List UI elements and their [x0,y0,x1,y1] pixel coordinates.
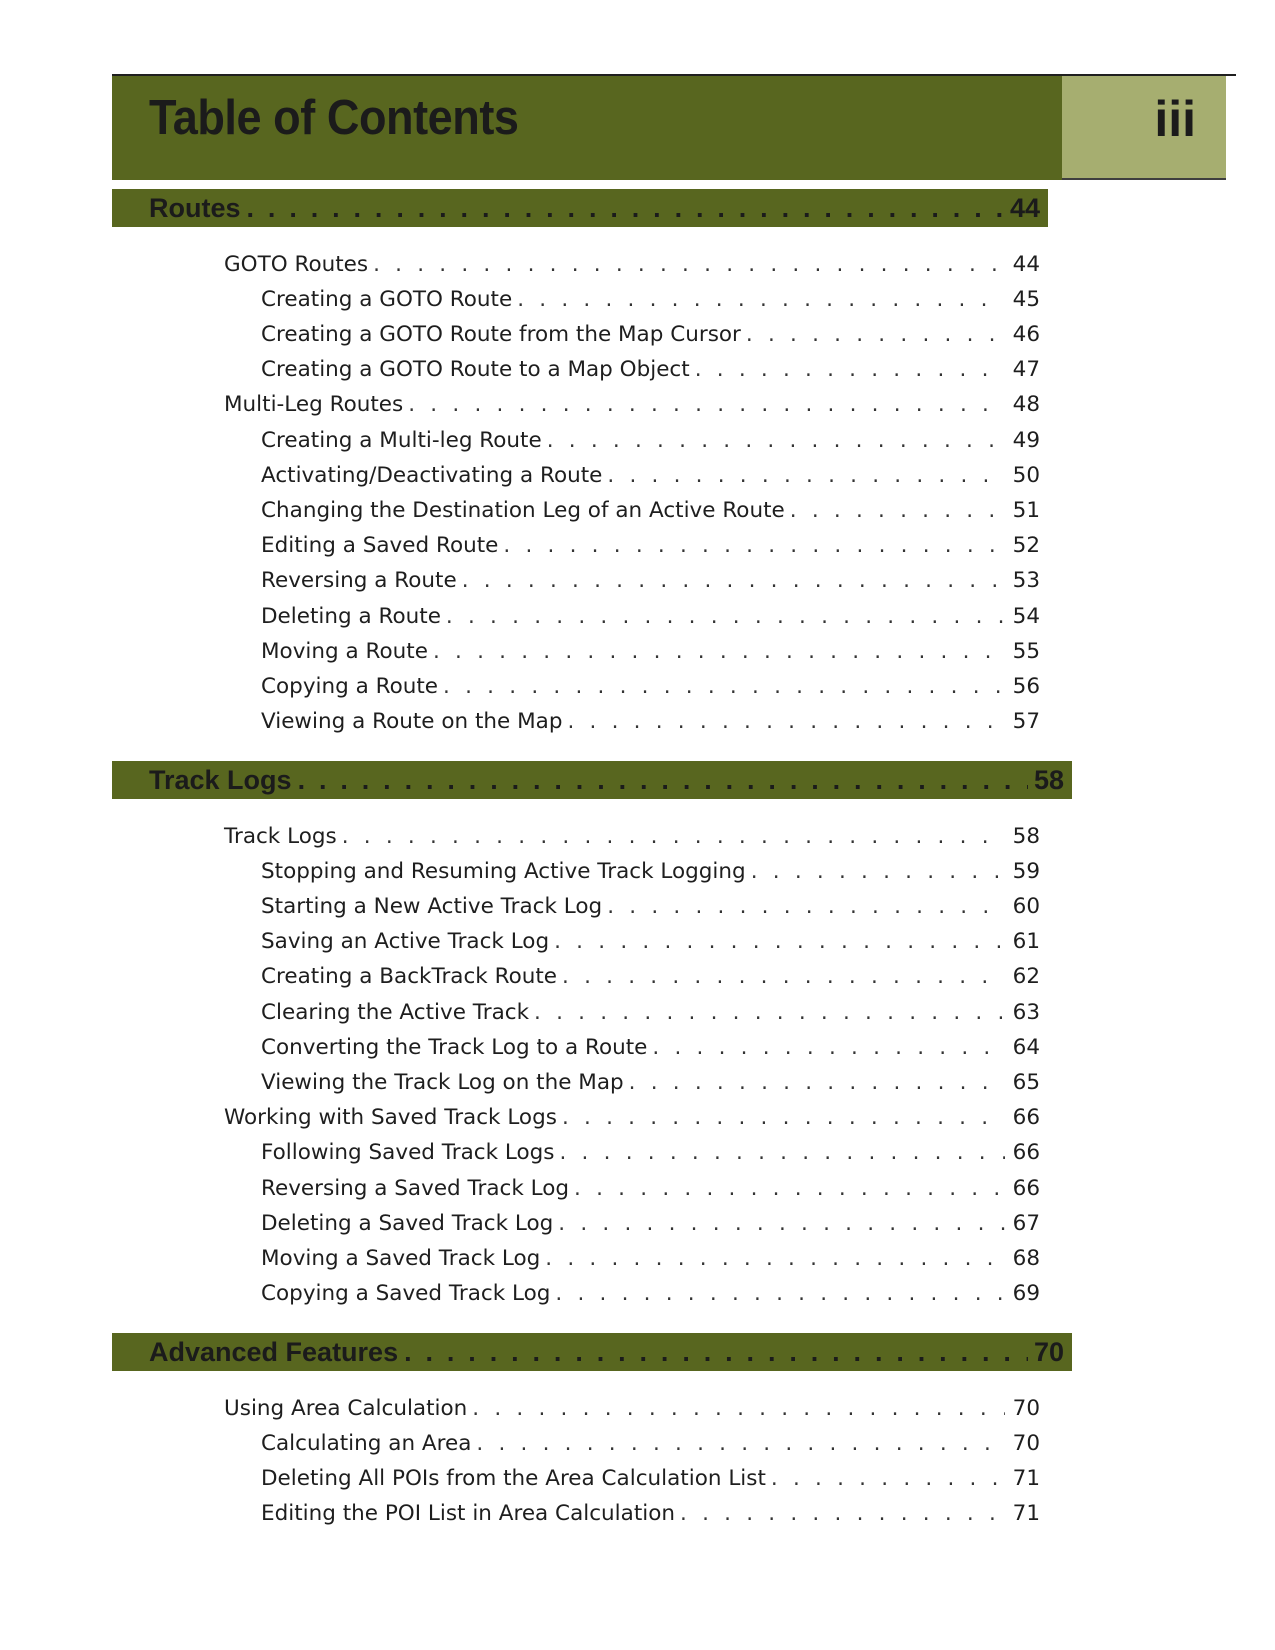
toc-entry-page: 44 [1012,251,1040,277]
toc-entry-page: 70 [1012,1395,1040,1421]
page-title: Table of Contents [149,91,519,145]
toc-entry[interactable] [0,353,1040,387]
toc-entry[interactable] [0,819,1040,853]
toc-entry[interactable] [0,458,1040,492]
toc-entry-page: 45 [1012,286,1040,312]
toc-entry[interactable] [0,1206,1040,1240]
toc-entry-label: Changing the Destination Leg of an Active Route [261,497,785,523]
dot-leader [404,1337,1028,1368]
toc-entry-page: 51 [1012,497,1040,523]
toc-entry[interactable] [0,925,1040,959]
toc-entry-page: 54 [1012,603,1040,629]
toc-entry-label: Copying a Route [261,673,439,699]
dot-leader [680,1501,1005,1526]
dot-leader [559,1140,1005,1165]
toc-entry-page: 46 [1012,321,1040,347]
toc-entry[interactable] [0,1426,1040,1460]
dot-leader [462,568,1005,593]
dot-leader [408,392,1005,417]
section-title: Track Logs [149,764,292,795]
toc-entry[interactable] [0,1461,1040,1495]
toc-entry[interactable] [0,1030,1040,1064]
toc-entry[interactable] [0,960,1040,994]
toc-entry-page: 58 [1012,823,1040,849]
page-number: iii [1154,91,1196,147]
toc-entry[interactable] [0,705,1040,739]
section-heading-routes[interactable] [112,189,1048,227]
section-title: Advanced Features [149,1336,399,1367]
dot-leader [652,1035,1005,1060]
toc-entry-page: 64 [1012,1034,1040,1060]
dot-leader [545,1246,1005,1271]
dot-leader [695,357,1005,382]
dot-leader [562,964,1005,989]
toc-entry-page: 66 [1012,1140,1040,1166]
dot-leader [342,824,1005,849]
toc-entry-label: Creating a GOTO Route to a Map Object [261,357,690,383]
toc-entry-page: 68 [1012,1245,1040,1271]
toc-entry-page: 52 [1012,533,1040,559]
toc-entry-page: 56 [1012,673,1040,699]
toc-entry-page: 66 [1012,1175,1040,1201]
toc-entry[interactable] [0,889,1040,923]
toc-entry-label: Clearing the Active Track [261,999,530,1025]
toc-entry[interactable] [0,1497,1040,1531]
toc-entry[interactable] [0,1101,1040,1135]
toc-entry[interactable] [0,634,1040,668]
toc-entry-page: 63 [1012,999,1040,1025]
toc-entry-page: 59 [1012,858,1040,884]
toc-entry-page: 60 [1012,893,1040,919]
toc-entry-label: Editing a Saved Route [261,533,499,559]
toc-entry-page: 66 [1012,1105,1040,1131]
toc-entry-label: Creating a Multi-leg Route [261,427,542,453]
toc-entry[interactable] [0,1391,1040,1425]
section-page: 58 [1033,764,1064,795]
section-page: 44 [1009,192,1040,223]
toc-entry-label: Viewing a Route on the Map [261,709,563,735]
toc-entry-label: Viewing the Track Log on the Map [261,1069,624,1095]
toc-entry-label: Deleting All POIs from the Area Calculation List [261,1465,766,1491]
toc-entry-label: Using Area Calculation [224,1395,468,1421]
toc-entry[interactable] [0,1136,1040,1170]
dot-leader [503,533,1005,558]
dot-leader [472,1396,1005,1421]
dot-leader [607,894,1005,919]
toc-entry[interactable] [0,669,1040,703]
dot-leader [534,1000,1005,1025]
toc-entry-label: Activating/Deactivating a Route [261,462,603,488]
toc-entry[interactable] [0,247,1040,281]
toc-entry[interactable] [0,1277,1040,1311]
toc-entry[interactable] [0,1065,1040,1099]
dot-leader [790,498,1005,523]
toc-entry-label: Reversing a Route [261,568,457,594]
toc-entry[interactable] [0,564,1040,598]
dot-leader [443,674,1005,699]
toc-entry-page: 47 [1012,357,1040,383]
toc-entry-label: Track Logs [224,823,337,849]
toc-entry-page: 67 [1012,1210,1040,1236]
toc-entry-label: Creating a GOTO Route from the Map Cursor [261,321,741,347]
dot-leader [607,463,1005,488]
dot-leader [547,428,1005,453]
toc-entry-page: 69 [1012,1281,1040,1307]
dot-leader [751,859,1005,884]
toc-entry-page: 65 [1012,1069,1040,1095]
toc-entry-page: 62 [1012,964,1040,990]
toc-entry-label: GOTO Routes [224,251,369,277]
dot-leader [771,1466,1005,1491]
dot-leader [562,1105,1005,1130]
dot-leader [554,929,1005,954]
toc-entry[interactable] [0,388,1040,422]
toc-entry[interactable] [0,493,1040,527]
toc-entry[interactable] [0,282,1040,316]
header-bar [112,76,1062,180]
dot-leader [373,252,1005,277]
toc-entry-label: Deleting a Route [261,603,441,629]
toc-entry-page: 50 [1012,462,1040,488]
toc-entry-label: Reversing a Saved Track Log [261,1175,570,1201]
toc-entry-label: Creating a BackTrack Route [261,964,558,990]
toc-entry-label: Converting the Track Log to a Route [261,1034,648,1060]
dot-leader [517,287,1005,312]
dot-leader [629,1070,1005,1095]
dot-leader [567,709,1005,734]
dot-leader [558,1211,1005,1236]
toc-entry-label: Stopping and Resuming Active Track Logging [261,858,746,884]
toc-entry[interactable] [0,317,1040,351]
toc-entry-label: Starting a New Active Track Log [261,893,603,919]
dot-leader [446,604,1005,629]
toc-entry[interactable] [0,1171,1040,1205]
dot-leader [433,639,1005,664]
header-divider [1062,178,1226,180]
toc-entry-page: 71 [1012,1501,1040,1527]
toc-entry[interactable] [0,1241,1040,1275]
toc-entry[interactable] [0,423,1040,457]
toc-entry-page: 49 [1012,427,1040,453]
toc-entry-label: Working with Saved Track Logs [224,1105,557,1131]
toc-entry-label: Saving an Active Track Log [261,929,550,955]
section-heading-track-logs[interactable] [112,761,1072,799]
dot-leader [298,765,1028,796]
toc-entry-label: Copying a Saved Track Log [261,1281,551,1307]
toc-entry-label: Moving a Route [261,638,428,664]
toc-entry-label: Following Saved Track Logs [261,1140,555,1166]
toc-entry-page: 53 [1012,568,1040,594]
toc-entry-page: 70 [1012,1430,1040,1456]
toc-entry[interactable] [0,529,1040,563]
toc-entry-page: 61 [1012,929,1040,955]
toc-entry-page: 57 [1012,709,1040,735]
toc-entry[interactable] [0,599,1040,633]
section-title: Routes [149,192,241,223]
toc-entry-page: 55 [1012,638,1040,664]
toc-entry-label: Multi-Leg Routes [224,392,404,418]
toc-entry-label: Moving a Saved Track Log [261,1245,541,1271]
section-page: 70 [1033,1336,1064,1367]
section-heading-advanced-features[interactable] [112,1333,1072,1371]
page-number-tab [1062,76,1226,180]
toc-entry[interactable] [0,854,1040,888]
toc-entry[interactable] [0,995,1040,1029]
dot-leader [746,322,1005,347]
toc-entry-label: Deleting a Saved Track Log [261,1210,554,1236]
toc-entry-page: 48 [1012,392,1040,418]
toc-entry-page: 71 [1012,1465,1040,1491]
dot-leader [247,193,1004,224]
toc-entry-label: Editing the POI List in Area Calculation [261,1501,676,1527]
dot-leader [574,1176,1005,1201]
toc-entry-label: Creating a GOTO Route [261,286,513,312]
toc-entry-label: Calculating an Area [261,1430,472,1456]
dot-leader [555,1281,1005,1306]
dot-leader [476,1431,1005,1456]
